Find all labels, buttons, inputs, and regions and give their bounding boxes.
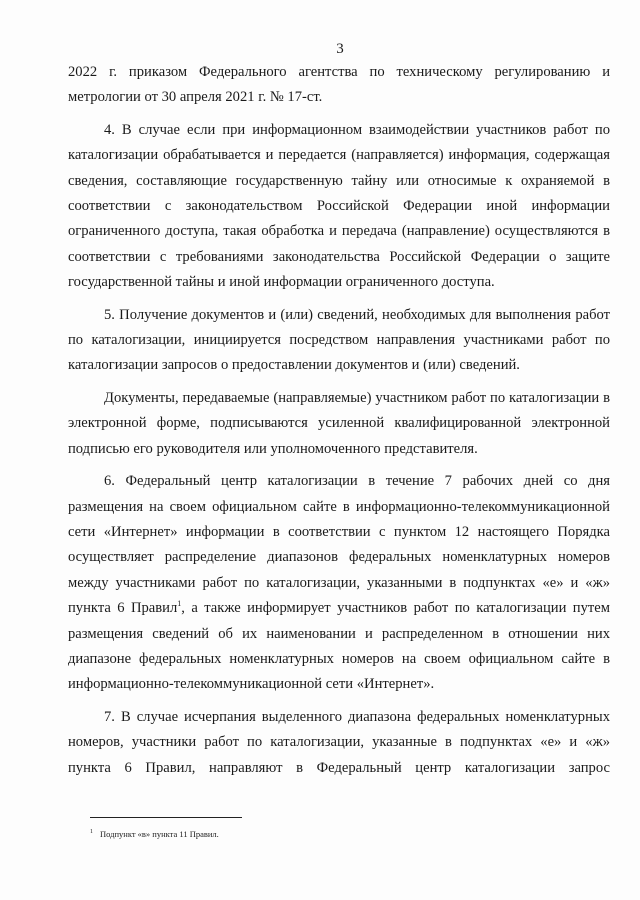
paragraph-5-documents: Документы, передаваемые (направляемые) участником работ по каталогизации в электронной форме, подписываются усиленной квалифицированной электронной подписью его руководителя или уполномоченного представителя. [68, 389, 610, 457]
footnote-separator [90, 817, 242, 818]
paragraph-continuation: 2022 г. приказом Федерального агентства по техническому регулированию и метрологии от 30 апреля 2021 г. № 17-ст. [68, 64, 610, 106]
page-number: 3 [336, 41, 344, 57]
paragraph-6 [68, 469, 610, 698]
footnote-1 [90, 826, 219, 840]
footnote-mark: 1 [90, 829, 93, 835]
document-body [68, 60, 610, 788]
footnote-text: Подпункт «в» пункта 11 Правил. [100, 828, 219, 839]
footnote-reference[interactable]: 1 [177, 599, 182, 609]
paragraph-7: 7. В случае исчерпания выделенного диапазона федеральных номенклатурных номеров, участники работ по каталогизации, указанные в подпунктах «е» и «ж» пункта 6 Правил, направляют в Федеральный центр каталогизации запрос [68, 708, 610, 776]
paragraph-6-text-before: 6. Федеральный центр каталогизации в течение 7 рабочих дней со дня размещения на своем официальном сайте в информационно-телекоммуникационной сети «Интернет» информации в соответствии с пунктом 12 настоящего Порядка осуществляет распределение диапазонов федеральных номенклатурных номеров между участниками работ по каталогизации, указанными в подпунктах «е» и «ж» пункта 6 Правил [68, 473, 610, 617]
paragraph-5: 5. Получение документов и (или) сведений, необходимых для выполнения работ по каталогизации, инициируется посредством направления участниками работ по каталогизации запросов о предоставлении документов и (или) сведений. [68, 306, 610, 374]
paragraph-4: 4. В случае если при информационном взаимодействии участников работ по каталогизации обрабатывается и передается (направляется) информация, содержащая сведения, составляющие государственную тайну или относимые к охраняемой в соответствии с законодательством Российской Федерации иной информации ограниченного доступа, такая обработка и передача (направление) осуществляются в соответствии с требованиями законодательства Российской Федерации о защите государственной тайны и иной информации ограниченного доступа. [68, 121, 610, 291]
paragraph-6-text-after: , а также информирует участников работ по каталогизации путем размещения сведений об их наименовании и распределенном в отношении них диапазоне федеральных номенклатурных номеров на своем официальном сайте в информационно-телекоммуникационной сети «Интернет». [68, 600, 610, 693]
